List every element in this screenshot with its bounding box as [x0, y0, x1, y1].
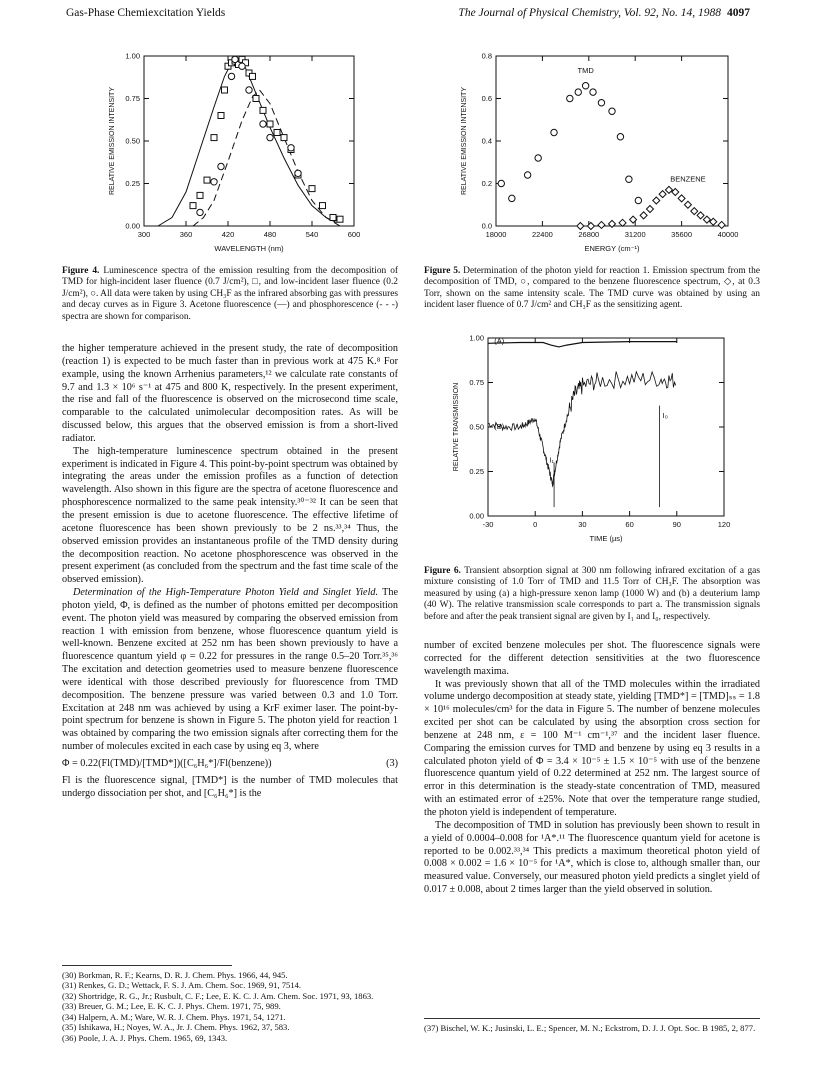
x-tick-label: 40000: [717, 230, 739, 239]
reference-item: (32) Shortridge, R. G., Jr.; Rusbult, C. F.; Lee, E. K. C. J. Am. Chem. Soc. 1971, 93, 1863.: [62, 990, 374, 1001]
x-tick-label: 90: [672, 520, 681, 529]
figure-6-label: Figure 6.: [424, 566, 461, 576]
square-point: [253, 96, 259, 102]
y-tick-label: 1.00: [125, 51, 140, 61]
tmd-point: [635, 197, 641, 203]
figure-6-caption-text: Transient absorption signal at 300 nm following infrared excitation of a gas mixture consisting of 1.0 Torr of TMD and 11.5 Torr of CH₃F. The absorption was measured by using (a) a high-pressure xenon lamp (1000 W) and (b) a deuterium lamp (40 W). The relative transmission scale corresponds to part a. The transmission signals before and after the peak transient signal are given by I₁ and I₀, respectively.: [424, 566, 760, 622]
annotation-label: (B): [494, 421, 505, 431]
figure-4-label: Figure 4.: [62, 266, 100, 276]
x-tick-label: 540: [305, 230, 319, 239]
y-tick-label: 0.25: [125, 179, 140, 188]
tmd-point: [598, 100, 604, 106]
square-point: [204, 177, 210, 183]
x-tick-label: 0: [533, 520, 538, 529]
equation-3: [62, 758, 398, 771]
figure-4-caption-text: Luminescence spectra of the emission resulting from the decomposition of TMD for high-incident laser fluence (0.7 J/cm²), □, and low-incident laser fluence (0.2 J/cm²), ○. All data were taken by using CH₃F as the infrared absorbing gas with pressures and decay curves as in Figure 3. Acetone fluorescence (—) and phosphorescence (- - -) spectra are shown for comparison.: [62, 266, 399, 322]
circle-point: [246, 87, 252, 93]
square-point: [281, 135, 287, 141]
reference-item: (36) Poole, J. A. J. Phys. Chem. 1965, 69, 1343.: [62, 1032, 228, 1043]
series-label-benzene: BENZENE: [670, 174, 706, 184]
square-point: [211, 135, 217, 141]
x-tick-label: 35600: [671, 230, 693, 239]
tmd-point: [509, 195, 515, 201]
y-tick-label: 0.50: [125, 136, 140, 146]
square-point: [197, 192, 203, 198]
x-tick-label: 22400: [531, 230, 553, 239]
y-tick-label: 0.8: [481, 51, 492, 61]
tmd-point: [609, 108, 615, 114]
y-tick-label: 0.0: [481, 221, 492, 231]
y-tick-label: 0.4: [481, 136, 492, 146]
series-label-tmd: TMD: [577, 66, 594, 75]
tmd-point: [535, 155, 541, 161]
figure-5-label: Figure 5.: [424, 266, 461, 276]
reference-item: (30) Borkman, R. F.; Kearns, D. R. J. Chem. Phys. 1966, 44, 945.: [62, 970, 288, 980]
benzene-point: [678, 195, 685, 202]
tmd-point: [582, 83, 588, 89]
circle-point: [211, 179, 217, 185]
tmd-point: [617, 134, 623, 140]
paragraph: The decomposition of TMD in solution has previously been shown to result in a yield of 0.0004–0.008 for ¹A*.¹¹ The fluorescence quantum yield for acetone is reported to be 0.002.³³,³⁴ This predicts a maximum theoretical photon yield of 0.008 × 0.002 = 1.6 × 10⁻⁵ for ¹A*, which is close to, although smaller than, our measured value. Conversely, our measured photon yield predicts a singlet yield of 0.017 ± 0.008, about 2 times larger than the yield observed in solution.: [424, 819, 760, 896]
circle-point: [295, 170, 301, 176]
y-tick-label: 1.00: [469, 333, 484, 343]
reference-item: (35) Ishikawa, H.; Noyes, W. A., Jr. J. Chem. Phys. 1962, 37, 583.: [62, 1022, 290, 1033]
x-tick-label: 60: [625, 520, 634, 529]
square-point: [309, 186, 315, 192]
square-point: [320, 203, 326, 209]
x-tick-label: 26800: [578, 230, 600, 239]
benzene-point: [598, 221, 605, 228]
benzene-point: [653, 197, 660, 204]
trace-b: [488, 372, 676, 487]
paragraph: It was previously shown that all of the TMD molecules within the irradiated volume undergo decomposition at steady state, yielding [TMD*] = [TMD]ₛₛ = 1.8 × 10¹⁶ molecules/cm³ for the data in Figure 5. The number of benzene molecules excited per shot can be calculated by using the absorption cross section for benzene at 248 nm, ε = 100 M⁻¹ cm⁻¹,³⁷ and the incident laser fluence. Comparing the emission curves for TMD and benzene by using eq 3 results in a calculated photon yield of Φ = 3.4 × 10⁻⁵ ± 1.5 × 10⁻⁵ with use of the benzene fluorescence quantum yield of 0.22 determined at 252 nm. The largest source of error in this determination is the steady-state concentration of TMD, measured with an estimated error of ±25%. Note that over the temperature range studied, the photon yield is independent of temperature.: [424, 678, 760, 818]
benzene-point: [659, 191, 666, 198]
y-tick-label: 0.50: [469, 422, 484, 432]
tmd-point: [567, 95, 573, 101]
tmd-point: [590, 89, 596, 95]
benzene-point: [697, 212, 704, 219]
trace-a: [488, 342, 677, 347]
journal-name: The Journal of Physical Chemistry, Vol. 92, No. 14, 1988: [458, 7, 721, 19]
y-axis-label: RELATIVE EMISSION INTENSITY: [109, 86, 116, 196]
paragraph-text: The photon yield, Φ, is defined as the number of photons emitted per decomposition event. The photon yield was measured by comparing the observed emission from reaction 1 with emission from benzene, whose fluorescence quantum yield is well-known. Benzene excited at 252 nm has been shown previously to have a fluorescence quantum yield φ = 0.22 for pressures in the range 0.5–20 Torr.³⁵,³⁶ The excitation and detection geometries used to measure benzene fluorescence were identical with those described previously for fluorescence from TMD decomposition. The benzene pressure was varied between 0.3 and 1.0 Torr. Excitation at 248 nm was achieved by using a KrF eximer laser. The point-by-point spectrum for benzene is shown in Figure 5. The photon yield for reaction 1 was obtained by comparing the two emission signals after correcting them for the number of molecules excited in each case by using eq 3, where: [62, 587, 398, 753]
equation-number: (3): [386, 758, 398, 769]
figure-6: [438, 330, 738, 562]
benzene-point: [646, 206, 653, 213]
circle-point: [218, 163, 224, 169]
circle-point: [260, 121, 266, 127]
reference-item: (33) Breuer, G. M.; Lee, E. K. C. J. Phys. Chem. 1971, 75, 989.: [62, 1001, 281, 1012]
journal-citation: [458, 6, 750, 20]
fluorescence-curve: [158, 59, 337, 226]
y-tick-label: 0.2: [481, 179, 492, 188]
benzene-point: [619, 219, 626, 226]
y-tick-label: 0.75: [469, 378, 484, 387]
square-point: [337, 216, 343, 222]
circle-point: [232, 56, 238, 62]
x-tick-label: 31200: [624, 230, 646, 239]
x-axis-label: ENERGY (cm⁻¹): [584, 244, 640, 253]
plot-frame: [144, 56, 354, 226]
tmd-point: [626, 176, 632, 182]
y-tick-label: 0.00: [469, 511, 484, 521]
y-tick-label: 0.75: [125, 94, 140, 103]
left-references: [62, 970, 398, 1043]
square-point: [190, 203, 196, 209]
figure-5: [448, 48, 748, 263]
square-point: [218, 113, 224, 119]
reference-item: (31) Renkes, G. D.; Wettack, F. S. J. Am. Chem. Soc. 1969, 91, 7514.: [62, 980, 302, 991]
x-tick-label: 600: [347, 230, 361, 239]
x-axis-label: TIME (µs): [589, 534, 623, 543]
paragraph: Fl is the fluorescence signal, [TMD*] is the number of TMD molecules that undergo dissociation per shot, and [C₆H₆*] is the: [62, 774, 398, 799]
square-point: [330, 215, 336, 221]
x-tick-label: 120: [717, 520, 731, 529]
x-axis-label: WAVELENGTH (nm): [214, 244, 284, 253]
circle-point: [288, 145, 294, 151]
benzene-point: [640, 212, 647, 219]
reference-item: (37) Bischel, W. K.; Jusinski, L. E.; Spencer, M. N.; Eckstrom, D. J. J. Opt. Soc. B 1985, 2, 877.: [424, 1023, 756, 1033]
circle-point: [267, 134, 273, 140]
x-tick-label: 300: [137, 230, 151, 239]
section-title: Determination of the High-Temperature Photon Yield and Singlet Yield.: [73, 587, 379, 599]
y-axis-label: RELATIVE EMISSION INTENSITY: [461, 86, 468, 196]
x-tick-label: -30: [482, 520, 494, 529]
tmd-point: [551, 129, 557, 135]
footnote-rule: [424, 1018, 760, 1019]
figure-6-chart: [438, 330, 738, 562]
running-head: Gas-Phase Chemiexcitation Yields: [66, 7, 226, 19]
x-tick-label: 18000: [485, 230, 507, 239]
figure-5-caption-text: Determination of the photon yield for reaction 1. Emission spectrum from the decomposition of TMD, ○, compared to the benzene fluorescence spectrum, ◇, at 0.3 Torr, shown on the same intensity scale. The TMD curve was obtained by using an incident laser fluence of 0.7 J/cm² and CH₃F as the sensitizing agent.: [424, 266, 761, 311]
paragraph: The high-temperature luminescence spectrum obtained in the present experiment is indicated in Figure 4. This point-by-point spectrum was obtained by integrating the areas under the emission profiles as a function of detection wavelength. Also shown in this figure are the spectra of acetone fluorescence and phosphorescence normalized to the same peak intensity.³⁰⁻³² It can be seen that the present emission is due to acetone fluorescence. The effective lifetime of acetone fluorescence has been shown previously to be 2 ns.³³,³⁴ Thus, the observed emission provides an instantaneous profile of the TMD density during the decomposition reaction. No acetone phosphorescence was observed in the present experiment (as concluded from the spectrum and the fast time scale of the observed emission).: [62, 445, 398, 586]
y-tick-label: 0.00: [125, 221, 140, 231]
square-point: [274, 130, 280, 136]
annotation-label: I₀: [662, 411, 668, 421]
benzene-point: [577, 223, 584, 230]
square-point: [260, 107, 266, 113]
plot-frame: [496, 56, 728, 226]
y-axis-label: RELATIVE TRANSMISSION: [453, 382, 460, 472]
y-tick-label: 0.25: [469, 467, 484, 476]
benzene-point: [684, 201, 691, 208]
figure-4-caption: [62, 266, 398, 323]
reference-item: (34) Halpern, A. M.; Ware, W. R. J. Chem. Phys. 1971, 54, 1271.: [62, 1011, 286, 1022]
benzene-point: [718, 221, 725, 228]
square-point: [222, 87, 228, 93]
x-tick-label: 360: [179, 230, 193, 239]
x-tick-label: 480: [263, 230, 277, 239]
square-point: [250, 73, 256, 79]
x-tick-label: 30: [578, 520, 587, 529]
figure-6-caption: [424, 566, 760, 623]
square-point: [267, 121, 273, 127]
circle-point: [228, 73, 234, 79]
left-column-body: [62, 343, 398, 801]
benzene-point: [691, 208, 698, 215]
tmd-point: [575, 89, 581, 95]
figure-5-caption: [424, 266, 760, 312]
circle-point: [239, 63, 245, 69]
tmd-point: [524, 172, 530, 178]
paragraph: the higher temperature achieved in the present study, the rate of decomposition (reaction 1) is expected to be much faster than in previous work at 475 K.⁸ For example, using the known Arrhenius parameters,¹² we calculate rate constants of 9.7 and 1.3 × 10⁶ s⁻¹ at 475 and 800 K, respectively. In the present experiment, the rise and fall of the fluorescence is observed on the microsecond time scale, comparable to the calculated unimolecular decomposition rates. As will be discussed below, this argues that the observed emission is from a short-lived radiator.: [62, 343, 398, 444]
equation: Φ = 0.22(Fl(TMD)/[TMD*])([C₆H₆*]/Fl(benzene)): [62, 758, 272, 769]
circle-point: [197, 209, 203, 215]
page-number: 4097: [727, 7, 750, 19]
right-references: [424, 1023, 760, 1033]
annotation-label: (A): [494, 336, 505, 346]
right-column-body: [424, 640, 760, 897]
x-tick-label: 420: [221, 230, 235, 239]
figure-4: [62, 48, 382, 263]
paragraph: number of excited benzene molecules per shot. The fluorescence signals were corrected for the different detection sensitivities at the two fluorescence wavelength maxima.: [424, 640, 760, 677]
paragraph: [62, 587, 398, 754]
tmd-point: [498, 180, 504, 186]
figure-4-chart: [62, 48, 382, 263]
figure-5-chart: [448, 48, 748, 263]
annotation-label: I₁: [549, 455, 554, 465]
footnote-rule: [62, 965, 232, 966]
y-tick-label: 0.6: [481, 94, 492, 103]
